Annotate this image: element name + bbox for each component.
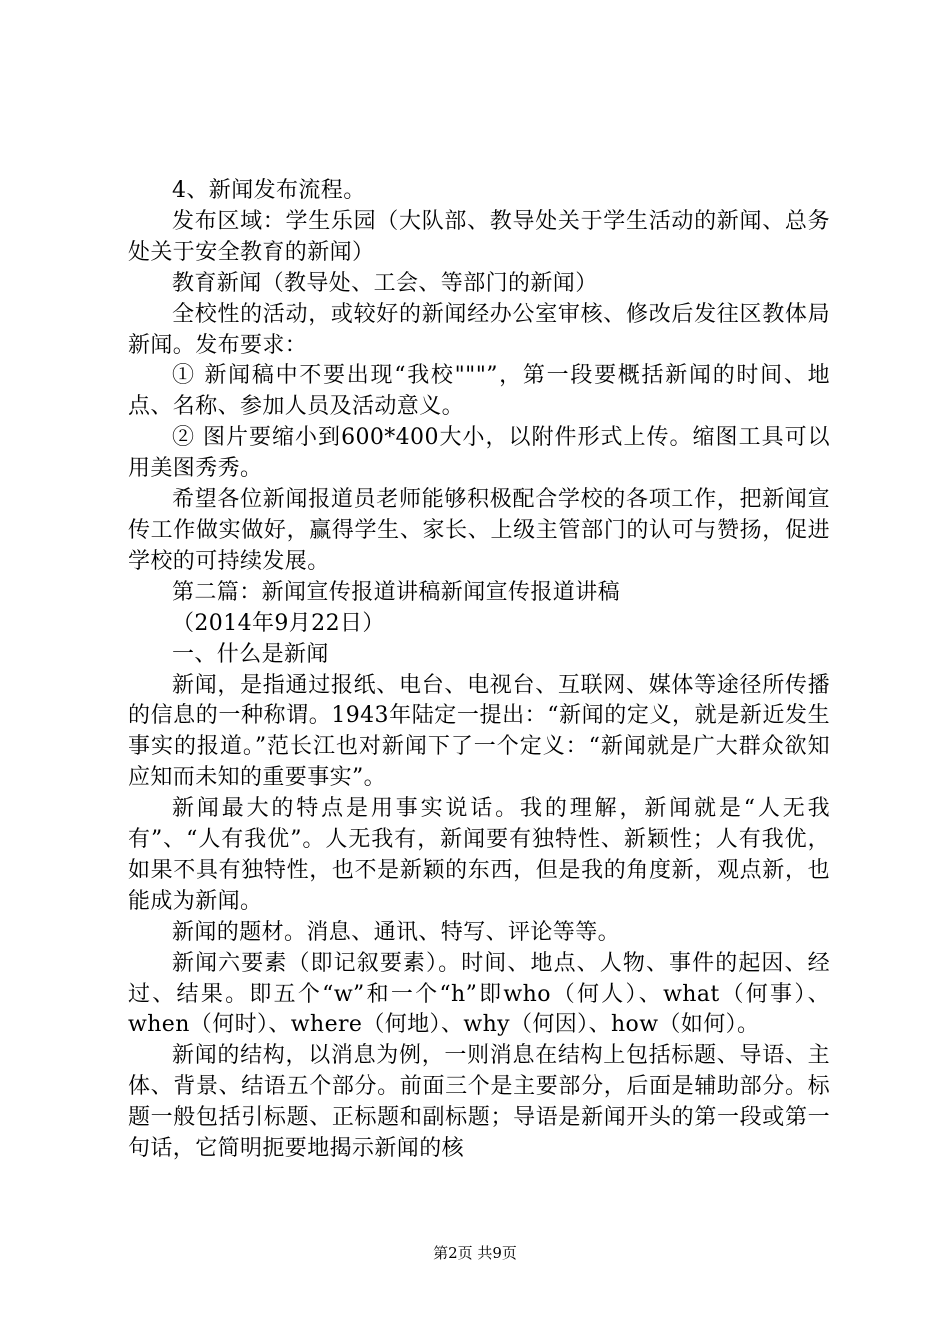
paragraph: 发布区域：学生乐园（大队部、教导处关于学生活动的新闻、总务处关于安全教育的新闻） xyxy=(128,208,830,265)
paragraph: ② 图片要缩小到600*400大小，以附件形式上传。缩图工具可以用美图秀秀。 xyxy=(128,425,830,482)
page-footer: 第2页 共9页 xyxy=(433,1244,517,1262)
paragraph: 新闻最大的特点是用事实说话。我的理解，新闻就是“人无我有”、“人有我优”。人无我有，新闻要有独特性、新颖性；人有我优，如果不具有独特性，也不是新颖的东西，但是我的角度新，观点新，也能成为新闻。 xyxy=(128,796,830,914)
paragraph: 新闻的结构，以消息为例，一则消息在结构上包括标题、导语、主体、背景、结语五个部分。前面三个是主要部分，后面是辅助部分。标题一般包括引标题、正标题和副标题；导语是新闻开头的第一段或第一句话，它简明扼要地揭示新闻的核 xyxy=(128,1043,830,1162)
date-line: （2014年9月22日） xyxy=(172,610,385,636)
section-heading: 第二篇：新闻宣传报道讲稿新闻宣传报道讲稿 xyxy=(172,579,621,605)
paragraph: 新闻的题材。消息、通讯、特写、评论等等。 xyxy=(172,919,621,945)
paragraph: 新闻，是指通过报纸、电台、电视台、互联网、媒体等途径所传播的信息的一种称谓。1943年陆定一提出：“新闻的定义，就是新近发生事实的报道。”范长江也对新闻下了一个定义：“新闻就是广大群众欲知应知而未知的重要事实”。 xyxy=(128,672,830,791)
paragraph: ① 新闻稿中不要出现“我校"""”，第一段要概括新闻的时间、地点、名称、参加人员及活动意义。 xyxy=(128,363,830,420)
document-body xyxy=(128,176,830,1165)
paragraph: 希望各位新闻报道员老师能够积极配合学校的各项工作，把新闻宣传工作做实做好，赢得学生、家长、上级主管部门的认可与赞扬，促进学校的可持续发展。 xyxy=(128,487,830,574)
paragraph: 全校性的活动，或较好的新闻经办公室审核、修改后发往区教体局新闻。发布要求： xyxy=(128,301,830,358)
paragraph: 4、新闻发布流程。 xyxy=(172,178,366,203)
paragraph: 新闻六要素（即记叙要素）。时间、地点、人物、事件的起因、经过、结果。即五个“w”和一个“h”即who（何人）、what（何事）、when（何时）、where（何地）、why（何因）、how（如何）。 xyxy=(128,950,830,1038)
paragraph: 教育新闻（教导处、工会、等部门的新闻） xyxy=(172,270,598,296)
subsection-heading: 一、什么是新闻 xyxy=(172,641,329,667)
